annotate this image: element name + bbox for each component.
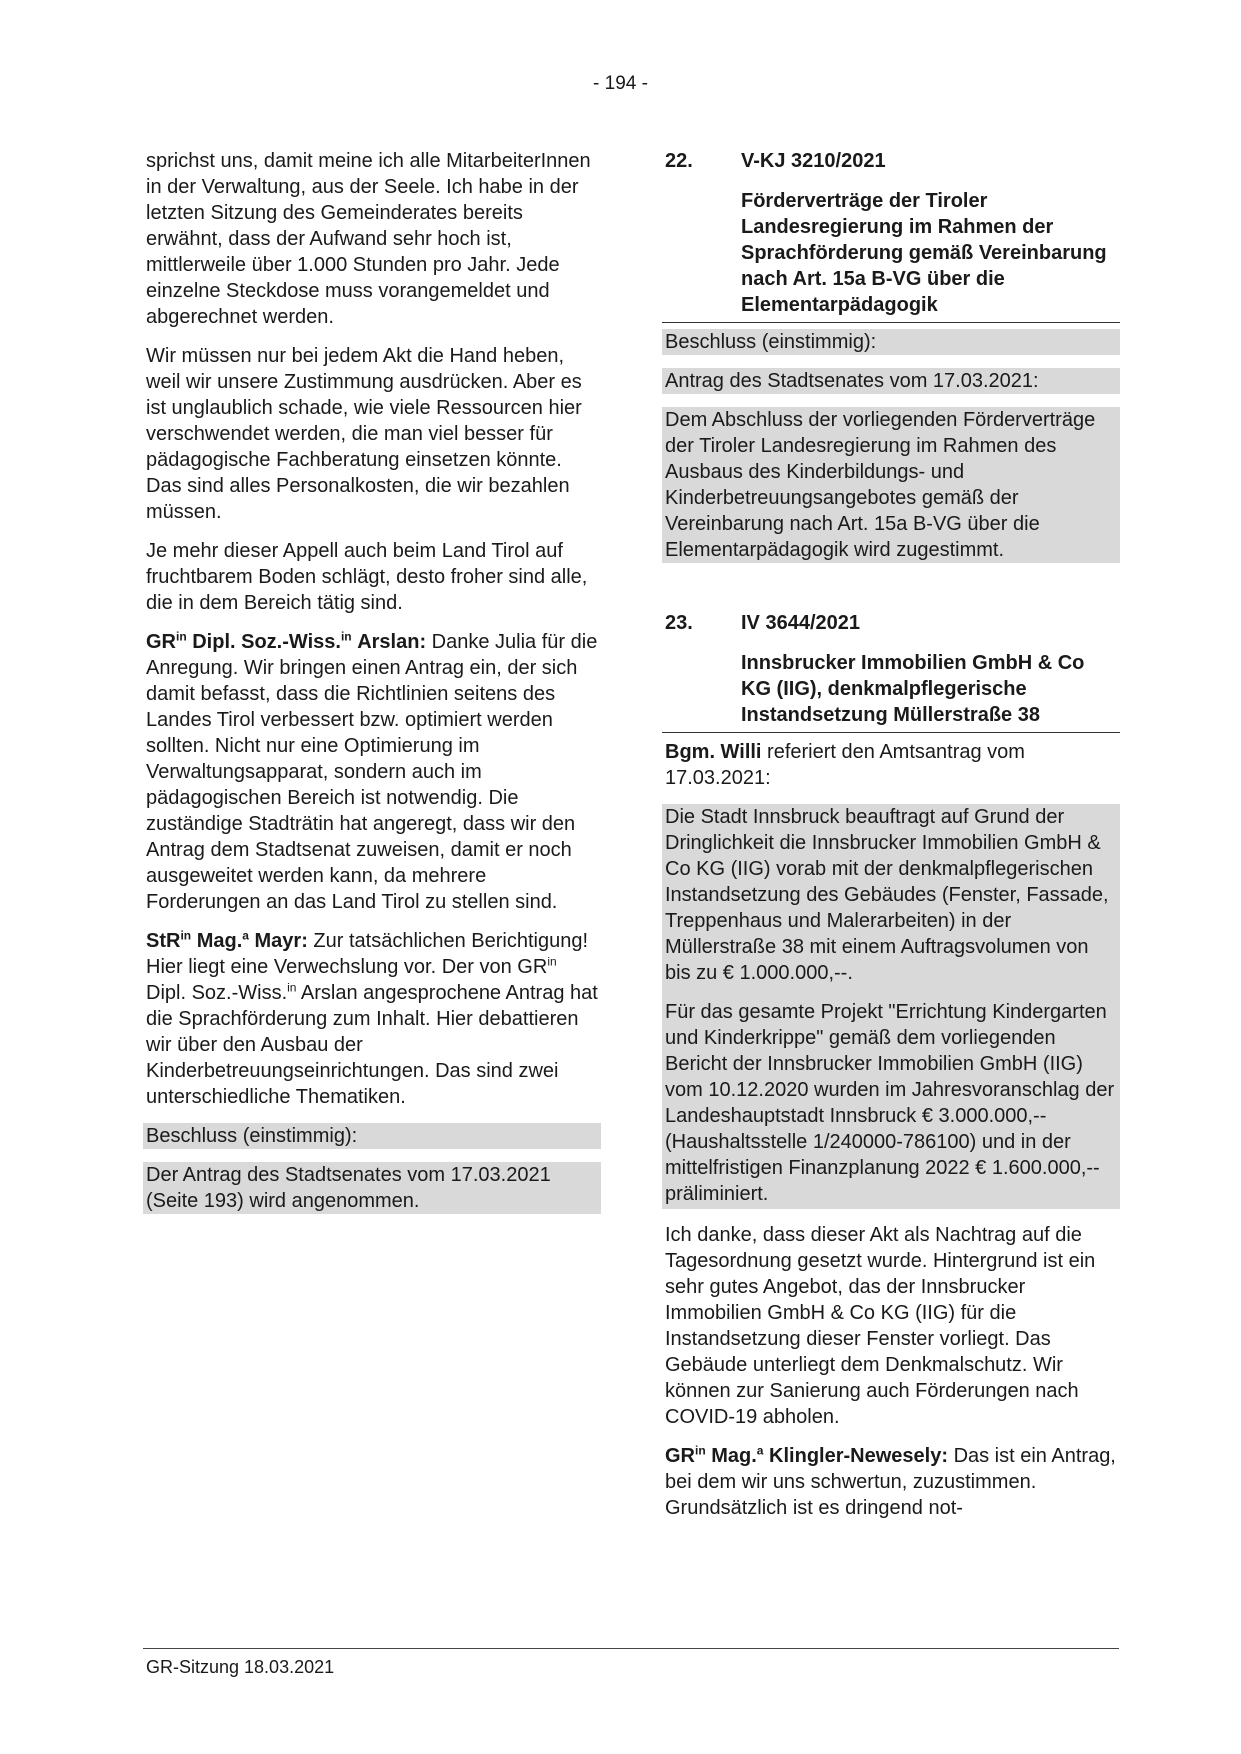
speaker-title: GR [665, 1445, 695, 1467]
speaker-degree-suffix: a [756, 1443, 764, 1458]
speaker-paragraph-mayr [146, 928, 598, 1110]
speech-text: referiert den Amtsantrag vom 17.03.2021: [665, 741, 1025, 789]
degree-suffix: in [287, 980, 297, 995]
agenda-item-22-header [665, 148, 1117, 174]
divider [662, 732, 1120, 733]
speech-text: Danke Julia für die Anregung. Wir bringen einen Antrag ein, der sich damit befasst, dass die Richtlinien seitens des Landes Tirol verbessert bzw. optimiert werden sollten. Nicht nur eine Optimierung im Verwaltungsapparat, sondern auch im pädagogischen Bereich ist notwendig. Die zuständige Stadträtin hat angeregt, dass wir den Antrag dem Stadtsenat zuweisen, damit er noch ausgeweitet werden kann, da mehrere Forderungen an das Land Tirol zu stellen sind. [146, 631, 598, 913]
speaker-paragraph-arslan [146, 629, 598, 915]
agenda-item-code: IV 3644/2021 [741, 612, 860, 634]
speech-text: Das ist ein Antrag, bei dem wir uns schwertun, zuzustimmen. Grundsätzlich ist es dringend not- [665, 1445, 1116, 1519]
paragraph: Je mehr dieser Appell auch beim Land Tirol auf fruchtbarem Boden schlägt, desto froher sind alle, die in dem Bereich tätig sind. [146, 540, 588, 614]
antrag-text: Dem Abschluss der vorliegenden Förderverträge der Tiroler Landesregierung im Rahmen des Ausbaus des Kinderbildungs- und Kinderbetreuungsangebotes gemäß der Vereinbarung nach Art. 15a B-VG über die Elementarpädagogik wird zugestimmt. [662, 407, 1120, 563]
amtsantrag-block [662, 804, 1120, 1209]
footer-divider [143, 1648, 1119, 1649]
speech-text: Dipl. Soz.-Wiss. [146, 982, 288, 1004]
beschluss-text: Der Antrag des Stadtsenates vom 17.03.2021 (Seite 193) wird angenommen. [143, 1162, 601, 1214]
speaker-title-suffix: in [176, 629, 187, 644]
speaker-degree-suffix: in [340, 629, 352, 644]
speaker-degree: Dipl. Soz.-Wiss. [192, 631, 341, 653]
speaker-paragraph-willi [665, 739, 1117, 791]
speaker-name: Arslan: [357, 631, 427, 653]
antrag-paragraph: Für das gesamte Projekt "Errichtung Kindergarten und Kinderkrippe" gemäß dem vorliegenden Bericht der Innsbrucker Immobilien GmbH (IIG) vom 10.12.2020 wurden im Jahresvoranschlag der Landeshauptstadt Innsbruck € 3.000.000,-- (Haushaltsstelle 1/240000-786100) und in der mittelfristigen Finanzplanung 2022 € 1.600.000,-- präliminiert. [665, 1001, 1115, 1205]
speaker-title-suffix: in [180, 928, 192, 943]
speaker-title: StR [146, 930, 181, 952]
speaker-title-suffix: in [695, 1443, 706, 1458]
paragraph: Ich danke, dass dieser Akt als Nachtrag auf die Tagesordnung gesetzt wurde. Hintergrund ist ein sehr gutes Angebot, das der Innsbrucker Immobilien GmbH & Co KG (IIG) für die Instandsetzung dieser Fenster vorliegt. Das Gebäude unterliegt dem Denkmalschutz. Wir können zur Sanierung auch Förderungen nach COVID-19 abholen. [665, 1224, 1096, 1428]
speaker-degree: Mag. [196, 930, 243, 952]
antrag-paragraph: Die Stadt Innsbruck beauftragt auf Grund der Dringlichkeit die Innsbrucker Immobilien GmbH & Co KG (IIG) vorab mit der denkmalpflegerischen Instandsetzung des Gebäudes (Fenster, Fassade, Treppenhaus und Malerarbeiten) in der Müllerstraße 38 mit einem Auftragsvolumen von bis zu € 1.000.000,--. [665, 806, 1109, 984]
beschluss-label: Beschluss (einstimmig): [662, 329, 1120, 355]
speech-text: Zur tatsächlichen Berichtigung! Hier liegt eine Verwechslung vor. Der von GR [146, 930, 589, 978]
speaker-name: Mayr: [254, 930, 308, 952]
paragraph: sprichst uns, damit meine ich alle MitarbeiterInnen in der Verwaltung, aus der Seele. Ich habe in der letzten Sitzung des Gemeinderates bereits erwähnt, dass der Aufwand sehr hoch ist, mittlerweile über 1.000 Stunden pro Jahr. Jede einzelne Steckdose muss vorangemeldet und abgerechnet werden. [146, 150, 591, 328]
speaker-title: GR [146, 631, 176, 653]
left-column [146, 148, 598, 1227]
agenda-item-23-header [665, 610, 1117, 636]
agenda-item-title: Förderverträge der Tiroler Landesregierung im Rahmen der Sprachförderung gemäß Vereinbarung nach Art. 15a B-VG über die Elementarpädagogik [741, 190, 1107, 316]
title-suffix: in [547, 954, 557, 969]
speaker-paragraph-klingler-newesely [665, 1443, 1117, 1521]
right-column [665, 148, 1117, 1534]
footer-text: GR-Sitzung 18.03.2021 [146, 1657, 335, 1677]
agenda-item-code: V-KJ 3210/2021 [741, 150, 886, 172]
speaker-name: Klingler-Newesely: [769, 1445, 948, 1467]
speech-text: Arslan angesprochene Antrag hat die Sprachförderung zum Inhalt. Hier debattieren wir über den Ausbau der Kinderbetreuungseinrichtungen. Das sind zwei unterschiedliche Thematiken. [146, 982, 598, 1108]
agenda-item-number: 22. [665, 150, 693, 172]
speaker-degree-suffix: a [242, 928, 249, 943]
divider [662, 322, 1120, 323]
paragraph: Wir müssen nur bei jedem Akt die Hand heben, weil wir unsere Zustimmung ausdrücken. Aber es ist unglaublich schade, wie viele Ressourcen hier verschwendet werden, die man viel besser für pädagogische Fachberatung einsetzen könnte. Das sind alles Personalkosten, die wir bezahlen müssen. [146, 345, 582, 523]
page-number: - 194 - [593, 73, 648, 94]
antrag-label: Antrag des Stadtsenates vom 17.03.2021: [662, 368, 1120, 394]
speaker-degree: Mag. [711, 1445, 757, 1467]
agenda-item-number: 23. [665, 612, 693, 634]
beschluss-label: Beschluss (einstimmig): [143, 1123, 601, 1149]
agenda-item-title: Innsbrucker Immobilien GmbH & Co KG (IIG), denkmalpflegerische Instandsetzung Müllerstraße 38 [741, 652, 1085, 726]
speaker-name: Bgm. Willi [665, 741, 762, 763]
